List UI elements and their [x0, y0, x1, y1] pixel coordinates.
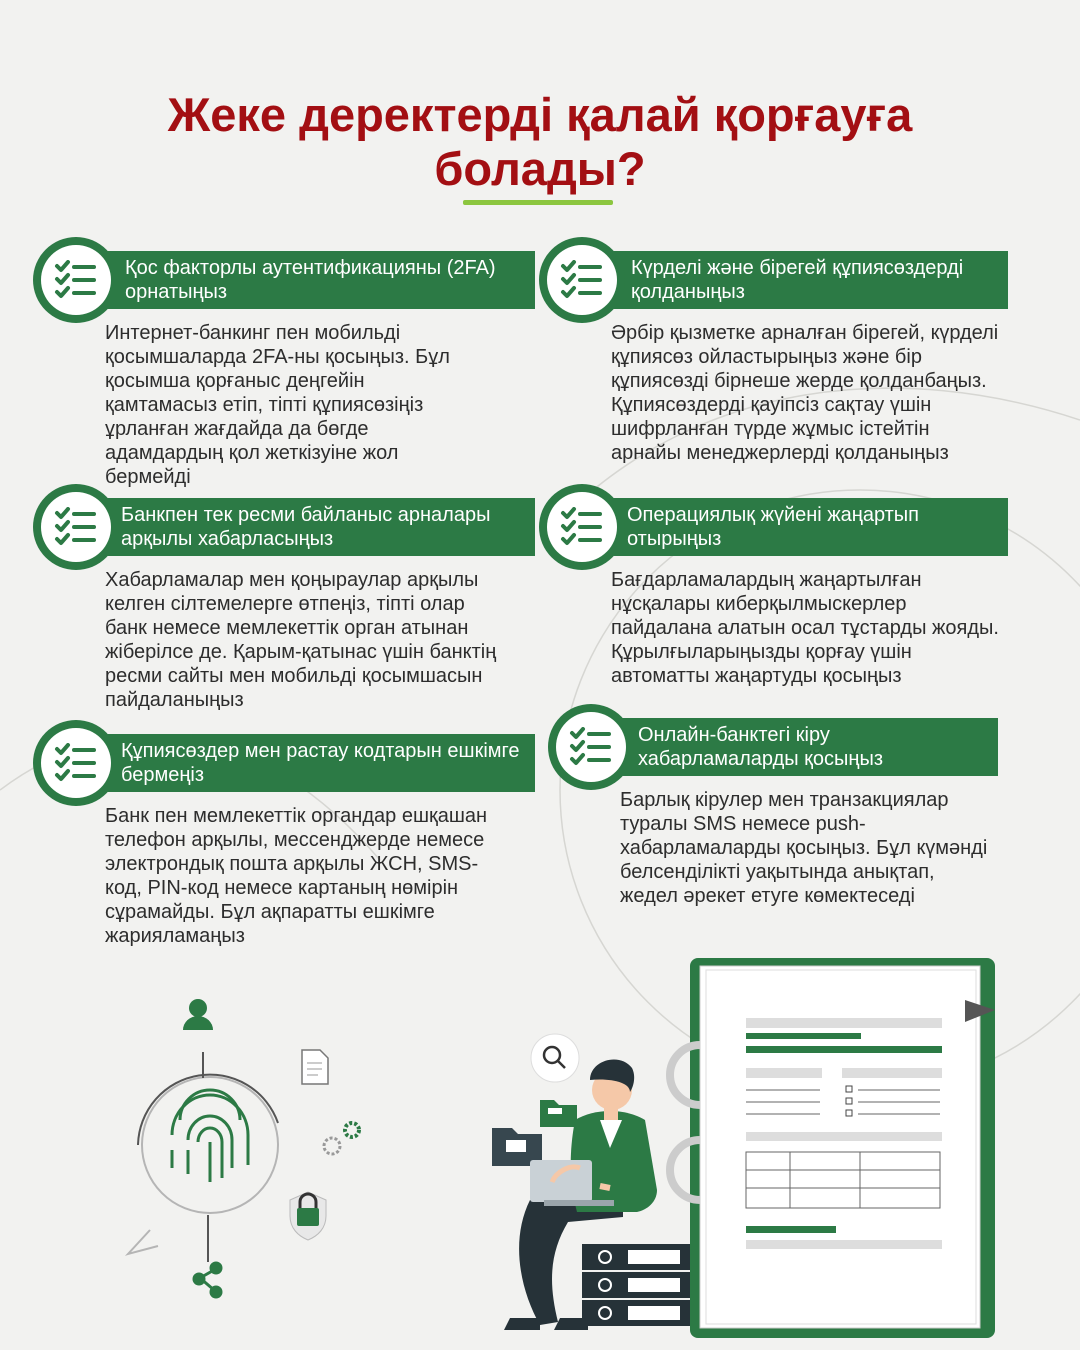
tip-text: Интернет-банкинг пен мобильді қосымшаларда 2FA-ны қосыңыз. Бұл қосымша қорғаныс деңгейін қамтамасыз етіп, тіпті құпиясөзіңіз ұрланған жағдайда да бөгде адамдардың қол жеткізуіне жол бермейді	[105, 322, 450, 488]
tip-heading: Операциялық жүйені жаңартып отырыңыз	[585, 498, 1008, 556]
folder-icon	[492, 1100, 577, 1166]
tip-text: Барлық кірулер мен транзакциялар туралы SMS немесе push-хабарламаларды қосыңыз. Бұл күмәнді белсенділікті уақытында анықтап, жедел әрекет етуге көмектеседі	[620, 789, 988, 907]
search-icon	[531, 1034, 579, 1082]
gear-icon	[324, 1123, 359, 1154]
tip-text: Бағдарламалардың жаңартылған нұсқалары киберқылмыскерлер пайдалана алатын осал тұстарды жояды. Құрылғыларыңызды қорғау үшін автоматты жаңартуды қосыңыз	[611, 569, 999, 687]
fingerprint-icon	[172, 1090, 248, 1182]
tip-text: Хабарламалар мен қоңыраулар арқылы келген сілтемелерге өтпеңіз, тіпті олар банк немесе мемлекеттік орган атынан жіберілсе де. Қарым-қатынас үшін банктің ресми сайты мен мобильді қосымшасын пайдаланыңыз	[105, 569, 497, 711]
tip-heading: Банкпен тек ресми байланыс арналары арқылы хабарласыңыз	[79, 498, 535, 556]
security-diagram	[128, 1052, 278, 1262]
tip-heading: Күрделі және бірегей құпиясөздерді қолданыңыз	[585, 251, 1008, 309]
lock-icon	[290, 1192, 326, 1240]
page-title: Жеке деректерді қалай қорғауға болады?	[167, 88, 913, 195]
file-boxes	[582, 1244, 690, 1326]
user-icon	[183, 999, 213, 1030]
tip-text: Әрбір қызметке арналған бірегей, күрделі құпиясөз ойластырыңыз және бір құпиясөзді бірнеше жерде қолданбаңыз. Құпиясөздерді қауіпсіз сақтау үшін шифрланған түрде жұмыс істейтін арнайы менеджерлерді қолданыңыз	[611, 322, 999, 464]
tip-text: Банк пен мемлекеттік органдар ешқашан телефон арқылы, мессенджерде немесе электрондық пошта арқылы ЖСН, SMS-код, PIN-код немесе картаның нөмірін сұрамайды. Бұл ақпаратты ешкімге жарияламаңыз	[105, 805, 488, 947]
share-icon	[194, 1263, 221, 1297]
tip-heading: Қос факторлы аутентификацияны (2FA) орнатыңыз	[79, 251, 535, 309]
document-icon	[302, 1050, 328, 1084]
binder-icon	[670, 958, 995, 1338]
tip-heading: Онлайн-банктегі кіру хабарламаларды қосыңыз	[594, 718, 998, 776]
tip-heading: Құпиясөздер мен растау кодтарын ешкімге бермеңіз	[79, 734, 535, 792]
